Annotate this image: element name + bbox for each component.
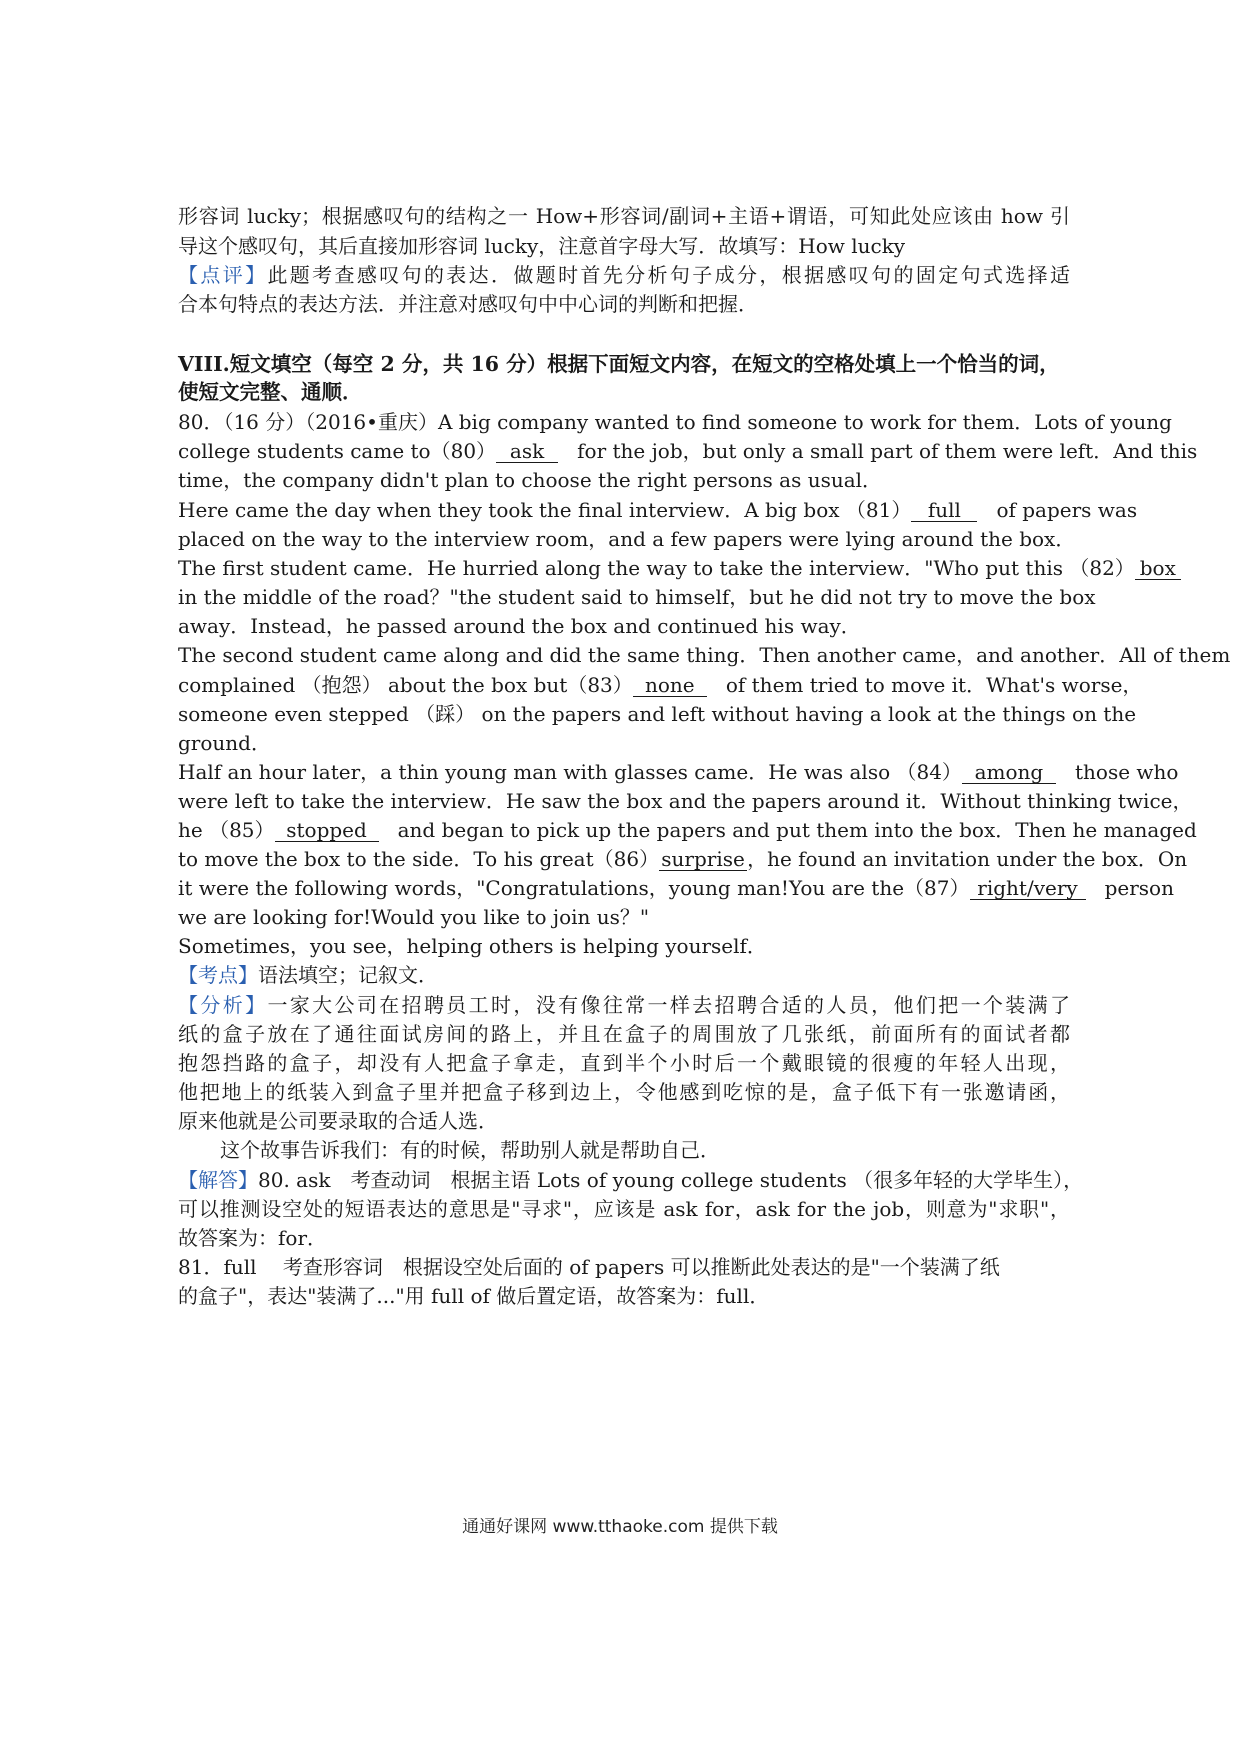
passage-line: 80．（16 分）（2016•重庆）A big company wanted to find someone to work for them．Lots of young [178, 410, 1172, 434]
comment-line-1 [178, 261, 1070, 289]
kaodian-tag: 【考点】 [178, 963, 258, 987]
jieda-line: 【解答】80. ask 考查动词 根据主语 Lots of young college students （很多年轻的大学毕生）， [178, 1168, 1084, 1192]
section-heading-2: 使短文完整、通顺． [178, 380, 363, 404]
fenxi-line: 【分析】一家大公司在招聘员工时，没有像往常一样去招聘合适的人员，他们把一个装满了 [178, 993, 1071, 1017]
passage-line: time，the company didn't plan to choose the right persons as usual． [178, 468, 883, 492]
fenxi-tag: 【分析】 [178, 993, 268, 1017]
page-footer: 通通好课网 www.tthaoke.com 提供下载 [462, 1517, 778, 1537]
passage-line: placed on the way to the interview room，and a few papers were lying around the box． [178, 527, 1076, 551]
answer-81: full [911, 499, 977, 522]
answer-83: none [633, 674, 707, 697]
answer-85: stopped [275, 819, 379, 842]
intro-line-1: 形容词 lucky；根据感叹句的结构之一 How+形容词/副词+主语+谓语，可知此处应该由 how 引 [178, 204, 1070, 228]
passage-line: Half an hour later，a thin young man with glasses came．He was also （84） among those who [178, 760, 1179, 784]
section-heading-1: VIII.短文填空（每空 2 分，共 16 分）根据下面短文内容，在短文的空格处填上一个恰当的词， [178, 352, 1060, 376]
fenxi-line: 这个故事告诉我们：有的时候，帮助别人就是帮助自己． [220, 1138, 720, 1162]
answer-80: ask [496, 440, 558, 463]
fenxi-line: 他把地上的纸装入到盒子里并把盒子移到边上，令他感到吃惊的是，盒子低下有一张邀请函， [178, 1080, 1070, 1104]
fenxi-line: 抱怨挡路的盒子，却没有人把盒子拿走，直到半个小时后一个戴眼镜的很瘦的年轻人出现， [178, 1051, 1070, 1075]
comment-text: 此题考查感叹句的表达．做题时首先分析句子成分，根据感叹句的固定句式选择适 [267, 263, 1071, 287]
passage-line: ground． [178, 731, 271, 755]
fenxi-line: 原来他就是公司要录取的合适人选． [178, 1109, 498, 1133]
passage-line: complained （抱怨） about the box but（83） none of them tried to move it．What's worse， [178, 673, 1143, 697]
answer-86: surprise [659, 848, 747, 871]
jieda-tag: 【解答】 [178, 1168, 258, 1192]
passage-line: to move the box to the side．To his great（86） surprise ，he found an invitation under the box．On [178, 847, 1188, 871]
comment-tag: 【点评】 [178, 263, 268, 287]
passage-line: were left to take the interview．He saw the box and the papers around it．Without thinking twice， [178, 789, 1193, 813]
passage-line: away．Instead，he passed around the box and continued his way． [178, 614, 861, 638]
jieda-line: 的盒子"，表达"装满了..."用 full of 做后置定语，故答案为：full． [178, 1284, 770, 1308]
passage-line: Here came the day when they took the final interview．A big box （81） full of papers was [178, 498, 1138, 522]
answer-84: among [962, 761, 1056, 784]
passage-line: The first student came．He hurried along the way to take the interview．"Who put this （82） box [178, 554, 1181, 582]
jieda-line: 81．full 考查形容词 根据设空处后面的 of papers 可以推断此处表达的是"一个装满了纸 [178, 1255, 1000, 1279]
jieda-line: 故答案为：for． [178, 1226, 328, 1250]
intro-line-2: 导这个感叹句，其后直接加形容词 lucky，注意首字母大写．故填写：How lucky [178, 234, 906, 258]
answer-87: right/very [970, 877, 1086, 900]
comment-line-2: 合本句特点的表达方法．并注意对感叹句中中心词的判断和把握． [178, 292, 758, 316]
answer-82: box [1135, 557, 1181, 580]
passage-line: Sometimes，you see，helping others is helping yourself． [178, 934, 767, 958]
passage-line: in the middle of the road？"the student said to himself，but he did not try to move the box [178, 585, 1096, 609]
passage-line: he （85） stopped and began to pick up the papers and put them into the box．Then he managed [178, 818, 1197, 842]
fenxi-line: 纸的盒子放在了通往面试房间的路上，并且在盒子的周围放了几张纸，前面所有的面试者都 [178, 1022, 1070, 1046]
passage-line: it were the following words，"Congratulations，young man!You are the（87） right/very person [178, 876, 1174, 900]
passage-line: someone even stepped （踩） on the papers and left without having a look at the things on the [178, 702, 1137, 726]
kaodian-line: 【考点】语法填空；记叙文． [178, 963, 438, 987]
passage-line: we are looking for!Would you like to join us？" [178, 905, 650, 929]
jieda-line: 可以推测设空处的短语表达的意思是"寻求"，应该是 ask for，ask for the job，则意为"求职"， [178, 1197, 1070, 1221]
passage-line: The second student came along and did the same thing．Then another came，and another．All of them [178, 643, 1231, 667]
passage-line: college students came to（80） ask for the job，but only a small part of them were left．And this [178, 439, 1198, 463]
